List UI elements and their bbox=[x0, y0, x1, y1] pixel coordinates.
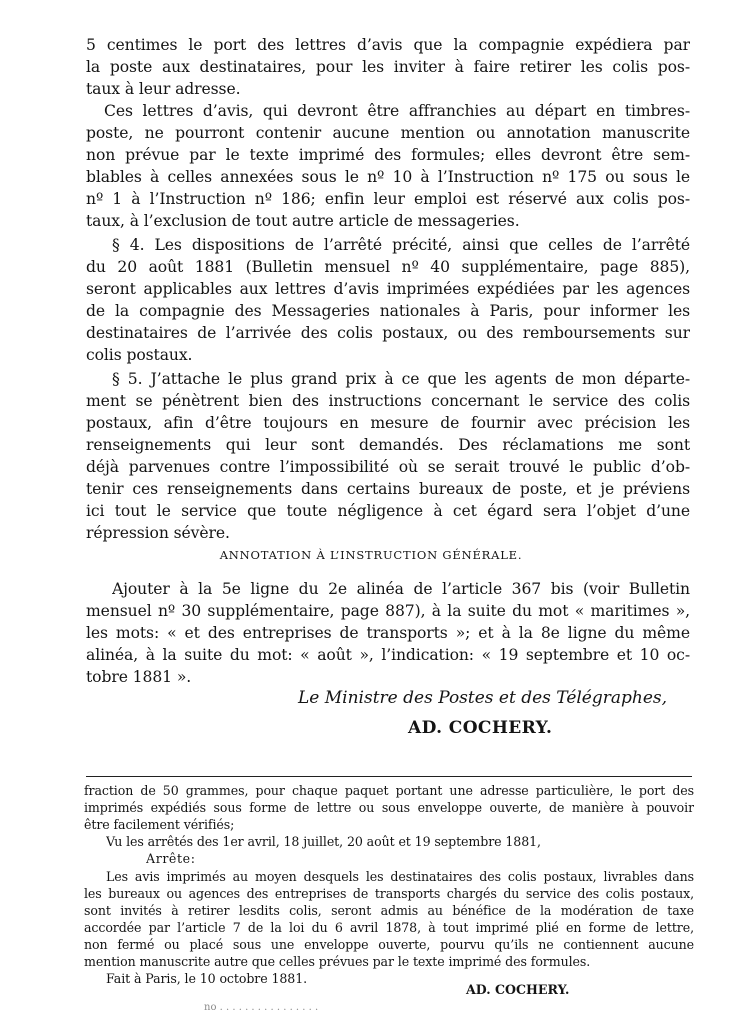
text-line: tenir ces renseignements dans certains bureaux de poste, et je préviens bbox=[86, 480, 690, 498]
text-line: poste, ne pourront contenir aucune mention ou annotation manuscrite bbox=[86, 124, 690, 142]
text-line: taux à leur adresse. bbox=[86, 80, 241, 98]
text-line: seront applicables aux lettres d’avis imprimées expédiées par les agences bbox=[86, 280, 690, 298]
text-line: Les avis imprimés au moyen desquels les destinataires des colis postaux, livrables dans bbox=[106, 869, 694, 884]
text-line: les mots: « et des entreprises de transports »; et à la 8e ligne du même bbox=[86, 624, 690, 642]
text-line: Fait à Paris, le 10 octobre 1881. bbox=[106, 971, 308, 986]
section-divider bbox=[86, 776, 692, 777]
text-line: Ces lettres d’avis, qui devront être affranchies au départ en timbres- bbox=[104, 102, 690, 120]
text-line: non prévue par le texte imprimé des formules; elles devront être sem- bbox=[86, 146, 690, 164]
text-line: renseignements qui leur sont demandés. Des réclamations me sont bbox=[86, 436, 690, 454]
text-line: nº 1 à l’Instruction nº 186; enfin leur emploi est réservé aux colis pos- bbox=[86, 190, 690, 208]
text-line: répression sévère. bbox=[86, 524, 230, 542]
text-line: Arrête: bbox=[146, 851, 196, 866]
text-line: de la compagnie des Messageries nationales à Paris, pour informer les bbox=[86, 302, 690, 320]
text-line: sont invités à retirer lesdits colis, seront admis au bénéfice de la modération de taxe bbox=[84, 903, 694, 918]
text-line: colis postaux. bbox=[86, 346, 193, 364]
text-line: les bureaux ou agences des entreprises de transports chargés du service des colis postaux, bbox=[84, 886, 694, 901]
minister-name: AD. COCHERY. bbox=[408, 718, 553, 738]
text-line: Ajouter à la 5e ligne du 2e alinéa de l’article 367 bis (voir Bulletin bbox=[112, 580, 690, 598]
text-line: imprimés expédiés sous forme de lettre ou sous enveloppe ouverte, de manière à pouvoir bbox=[84, 800, 694, 815]
text-line: § 5. J’attache le plus grand prix à ce que les agents de mon départe- bbox=[112, 370, 690, 388]
text-line: fraction de 50 grammes, pour chaque paquet portant une adresse particulière, le port des bbox=[84, 783, 694, 798]
minister-title: Le Ministre des Postes et des Télégraphes, bbox=[298, 688, 668, 708]
text-line: être facilement vérifiés; bbox=[84, 817, 235, 832]
text-line: ment se pénètrent bien des instructions concernant le service des colis bbox=[86, 392, 690, 410]
text-line: Vu les arrêtés des 1er avril, 18 juillet, 20 août et 19 septembre 1881, bbox=[106, 834, 541, 849]
decree-signature: AD. COCHERY. bbox=[466, 982, 570, 997]
text-line: taux, à l’exclusion de tout autre article de messageries. bbox=[86, 212, 520, 230]
text-line: accordée par l’article 7 de la loi du 6 avril 1878, à tout imprimé plié en forme de lettre, bbox=[84, 920, 694, 935]
text-line: blables à celles annexées sous le nº 10 à l’Instruction nº 175 ou sous le bbox=[86, 168, 690, 186]
annotation-heading: ANNOTATION À L’INSTRUCTION GÉNÉRALE. bbox=[219, 548, 523, 562]
text-line: mensuel nº 30 supplémentaire, page 887), à la suite du mot « maritimes », bbox=[86, 602, 690, 620]
text-line: non fermé ou placé sous une enveloppe ouverte, pourvu qu’ils ne contiennent aucune bbox=[84, 937, 694, 952]
text-line: ici tout le service que toute négligence à cet égard sera l’objet d’une bbox=[86, 502, 690, 520]
text-line: destinataires de l’arrivée des colis postaux, ou des remboursements sur bbox=[86, 324, 690, 342]
text-line: 5 centimes le port des lettres d’avis que la compagnie expédiera par bbox=[86, 36, 690, 54]
text-line: alinéa, à la suite du mot: « août », l’indication: « 19 septembre et 10 oc- bbox=[86, 646, 690, 664]
text-line: postaux, afin d’être toujours en mesure de fournir avec précision les bbox=[86, 414, 690, 432]
text-line: tobre 1881 ». bbox=[86, 668, 192, 686]
bleed-through-fragment: no . . . . . . . . . . . . . . . . bbox=[204, 1002, 319, 1013]
text-line: mention manuscrite autre que celles prévues par le texte imprimé des formules. bbox=[84, 954, 591, 969]
text-line: § 4. Les dispositions de l’arrêté précité, ainsi que celles de l’arrêté bbox=[112, 236, 690, 254]
text-line: déjà parvenues contre l’impossibilité où se serait trouvé le public d’ob- bbox=[86, 458, 690, 476]
text-line: la poste aux destinataires, pour les inviter à faire retirer les colis pos- bbox=[86, 58, 690, 76]
text-line: du 20 août 1881 (Bulletin mensuel nº 40 supplémentaire, page 885), bbox=[86, 258, 690, 276]
